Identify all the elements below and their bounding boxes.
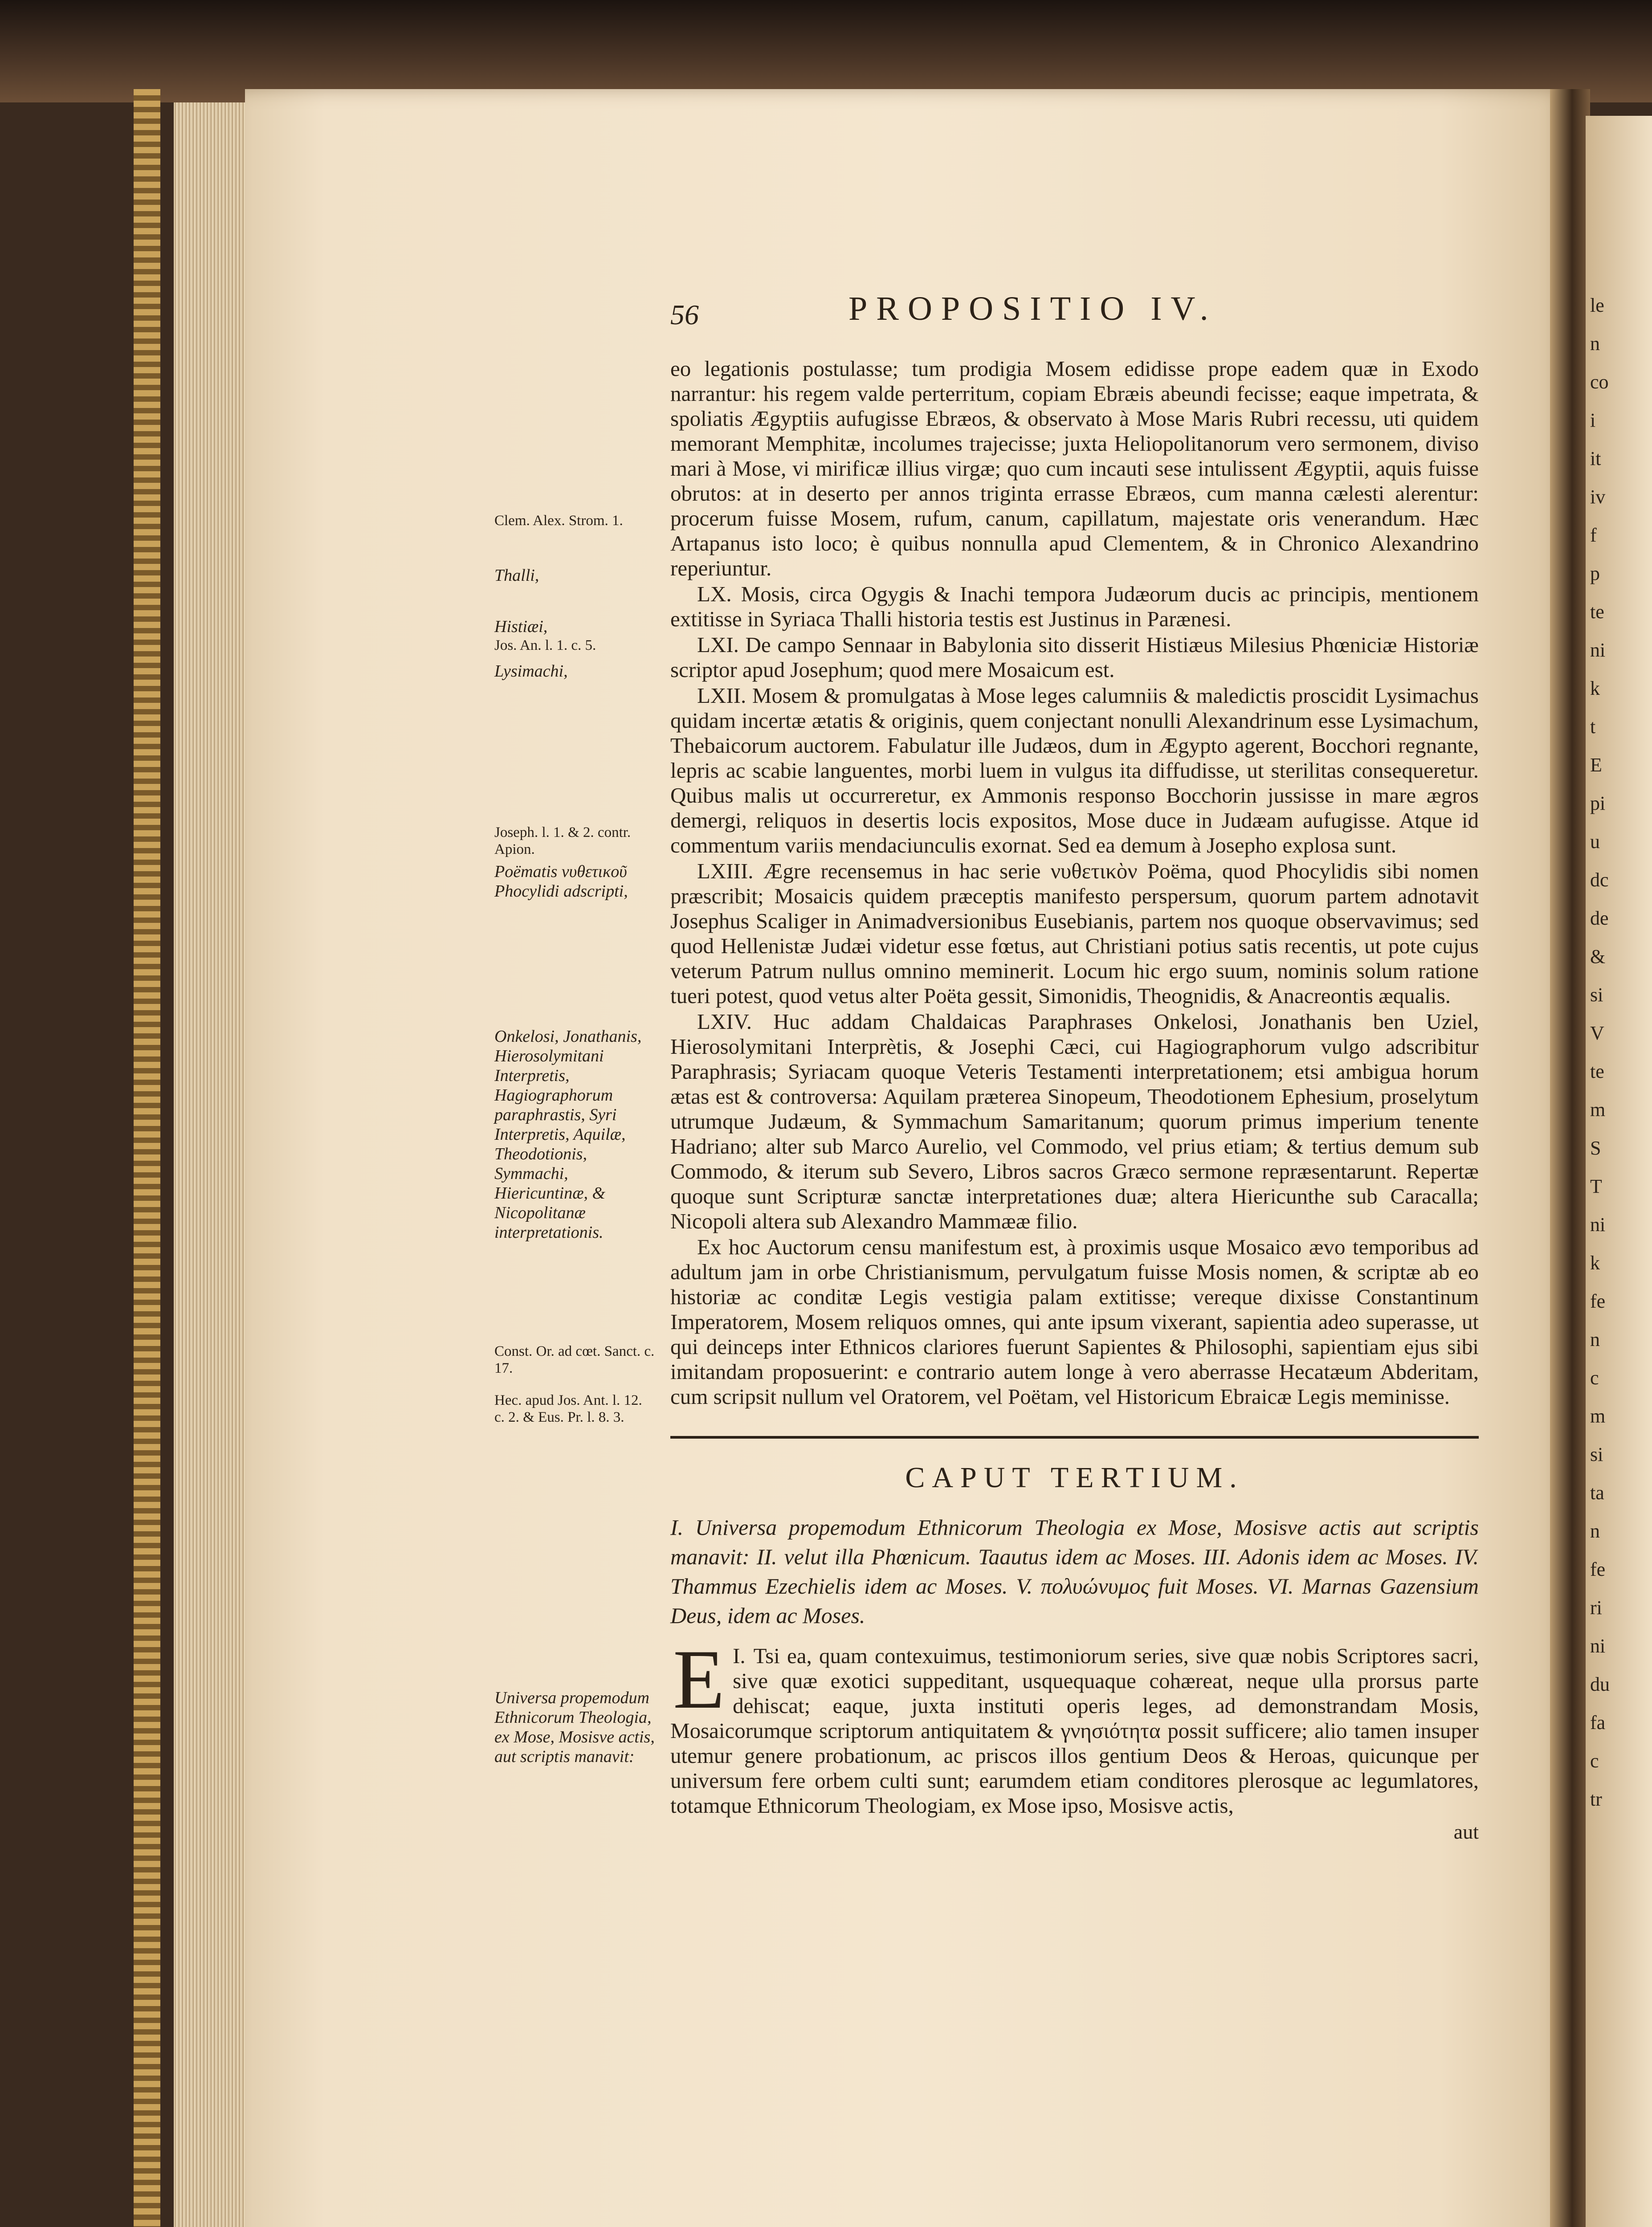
page-number: 56 xyxy=(670,299,699,330)
chapter-first-text: Tsi ea, quam contexuimus, testimoniorum series, sive quæ nobis Scriptores sacri, sive quæ exotici suppeditant, usquequaque cohæreat, neque ulla prorsus parte dehiscat; eaque, juxta instituti operis leges, ad demonstrandam Mosis, Mosaicorumque scriptorum antiquitatem & γνησιότητα possit sufficere; alio tamen insuper utemur genere probationum, ac priscos illos gentium Deos & Heroas, quicunque per universum fere orbem culti sunt; earumdem etiam conditores plerosque ac legumlatores, totamque Ethnicorum Theologiam, ex Mose ipso, Mosisve actis, xyxy=(670,1644,1479,1818)
page-header xyxy=(670,290,1479,356)
page-content xyxy=(670,290,1479,1844)
next-page-fragment: n xyxy=(1590,333,1600,355)
next-page-fragment: m xyxy=(1590,1405,1606,1427)
margin-note: Poëmatis νυθετικοῦ Phocylidi adscripti, xyxy=(494,862,628,901)
margin-note: Lysimachi, xyxy=(494,662,568,681)
drop-cap: E xyxy=(673,1633,725,1726)
next-page-fragment: u xyxy=(1590,831,1600,852)
margin-note: Clem. Alex. Strom. 1. xyxy=(494,513,623,529)
chapter-first-paragraph xyxy=(670,1633,1479,1818)
next-page-edge xyxy=(1586,116,1652,2227)
next-page-fragment: p xyxy=(1590,563,1600,584)
paragraph: LXI. De campo Sennaar in Babylonia sito disserit Histiæus Milesius Phœniciæ Historiæ scriptor apud Josephum; quod mere Mosaicum est. xyxy=(670,632,1479,682)
next-page-fragment: fa xyxy=(1590,1712,1606,1733)
gilt-edge xyxy=(134,89,160,2227)
next-page-fragment: c xyxy=(1590,1367,1599,1389)
next-page-fragment: n xyxy=(1590,1329,1600,1350)
page-edges xyxy=(174,102,245,2227)
next-page-fragment: i xyxy=(1590,409,1596,431)
next-page-fragment: m xyxy=(1590,1099,1606,1121)
next-page-fragment: c xyxy=(1590,1750,1599,1772)
next-page-fragment: E xyxy=(1590,754,1602,776)
next-page-fragment: t xyxy=(1590,716,1596,738)
paragraph: LXIII. Ægre recensemus in hac serie νυθετικὸν Poëma, quod Phocylidis sibi nomen præscribit; Mosaicis quidem præceptis manifesto perspersum, quorum partem adnotavit Josephus Scaliger in Animadversionibus Eusebianis, partem nos quoque observavimus; sed quod Hellenistæ Judæi videtur esse fœtus, aut Christiani potius satis recentis, ut pote cujus veterum Patrum nullus omnino meminerit. Locum hic ergo suum, nominis solum ratione tueri potest, quod vetus alter Poëta gessit, Simonidis, Theognidis, & Anacreontis æqualis. xyxy=(670,859,1479,1008)
next-page-fragment: ni xyxy=(1590,1214,1606,1236)
running-title: PROPOSITIO IV. xyxy=(848,290,1217,327)
margin-note: Universa propemodum Ethnicorum Theologia, ex Mose, Mosisve actis, aut scriptis manavit: xyxy=(494,1689,655,1766)
section-rule xyxy=(670,1436,1479,1439)
next-page-fragment: ni xyxy=(1590,1635,1606,1657)
chapter-body xyxy=(670,1633,1479,1844)
margin-note: Histiæi, xyxy=(494,617,548,636)
next-page-fragment: k xyxy=(1590,1252,1600,1274)
margin-note: Hec. apud Jos. Ant. l. 12. c. 2. & Eus. Pr. l. 8. 3. xyxy=(494,1392,642,1425)
next-page-fragment: le xyxy=(1590,294,1604,316)
next-page-fragment: dc xyxy=(1590,869,1609,891)
section-number: I. xyxy=(733,1644,746,1668)
next-page-fragment: si xyxy=(1590,984,1603,1006)
next-page-fragment: ri xyxy=(1590,1597,1602,1619)
margin-note: Thalli, xyxy=(494,566,539,585)
catchword: aut xyxy=(1453,1820,1479,1843)
next-page-fragment: V xyxy=(1590,1022,1604,1044)
book-gutter xyxy=(1550,89,1590,2227)
next-page-fragment: ta xyxy=(1590,1482,1604,1504)
next-page-fragment: si xyxy=(1590,1444,1603,1465)
margin-note: Jos. An. l. 1. c. 5. xyxy=(494,637,596,653)
next-page-fragment: te xyxy=(1590,601,1604,623)
next-page-fragment: & xyxy=(1590,946,1606,967)
paragraph: Ex hoc Auctorum censu manifestum est, à proximis usque Mosaico ævo temporibus ad adultum jam in orbe Christianismum, pervulgatum fuisse Mosis nomen, & scriptæ ab eo historiæ ac conditæ Legis vestigia palam extitisse; vereque dixisse Constantinum Imperatorem, Mosem reliquos omnes, qui ante ipsum vixerant, sapientia adeo superasse, ut qui deinceps inter Ethnicos clariores fuerunt Sapientes & Philosophi, sapientiam ejus sibi imitandam proposuerint: e contrario autem longe à vero aberrasse Hecatæum Abderitam, cum scripsit nullum vel Oratorem, vel Poëtam, vel Historicum Ebraicæ Legis meminisse. xyxy=(670,1235,1479,1409)
next-page-fragment: du xyxy=(1590,1673,1610,1695)
next-page-fragment: f xyxy=(1590,524,1597,546)
next-page-fragment: iv xyxy=(1590,486,1606,508)
margin-note: Const. Or. ad cœt. Sanct. c. 17. xyxy=(494,1343,655,1376)
margin-note: Onkelosi, Jonathanis, Hierosolymitani Interpretis, Hagiographorum paraphrastis, Syri Interpretis, Aquilæ, Theodotionis, Symmachi, Hiericuntinæ, & Nicopolitanæ interpretationis. xyxy=(494,1027,642,1242)
next-page-fragment: fe xyxy=(1590,1290,1606,1312)
next-page-fragment: k xyxy=(1590,677,1600,699)
next-page-fragment: de xyxy=(1590,907,1609,929)
next-page-fragment: fe xyxy=(1590,1558,1606,1580)
next-page-fragment: ni xyxy=(1590,639,1606,661)
next-page-fragment: te xyxy=(1590,1060,1604,1082)
chapter-summary: I. Universa propemodum Ethnicorum Theologia ex Mose, Mosisve actis aut scriptis manavit: II. velut illa Phœnicum. Taautus idem ac Moses. III. Adonis idem ac Moses. IV. Thammus Ezechielis idem ac Moses. V. πολυώνυμος fuit Moses. VI. Marnas Gazensium Deus, idem ac Moses. xyxy=(670,1515,1479,1628)
next-page-fragment: n xyxy=(1590,1520,1600,1542)
next-page-fragment: co xyxy=(1590,371,1609,393)
next-page-fragment: T xyxy=(1590,1175,1602,1197)
body-text xyxy=(670,356,1479,1409)
chapter-title: CAPUT TERTIUM. xyxy=(905,1461,1244,1494)
paragraph: eo legationis postulasse; tum prodigia Mosem edidisse prope eadem quæ in Exodo narrantur: his regem valde perterritum, copiam Ebræis abeundi fecisse; eaque impetrata, & spoliatis Ægyptiis aufugisse Ebræos, & observato à Mose Maris Rubri recessu, uti quidem memorant Memphitæ, incolumes trajecisse; juxta Heliopolitanorum vero sermonem, diviso mari à Mose, vi mirificæ illius virgæ; quo cum incauti sese intulissent Ægyptii, aquis fuisse obrutos: at in deserto per annos triginta errasse Ebræos, cum manna cælesti alerentur: procerum fuisse Mosem, rufum, canum, capillatum, majestate oris venerandum. Hæc Artapanus isto loco; è quibus nonnulla apud Clementem, & in Chronico Alexandrino reperiuntur. xyxy=(670,356,1479,580)
paragraph: LX. Mosis, circa Ogygis & Inachi tempora Judæorum ducis ac principis, mentionem extitisse in Syriaca Thalli historia testis est Justinus in Parænesi. xyxy=(670,582,1479,631)
next-page-fragment: it xyxy=(1590,448,1601,469)
book-cover-top xyxy=(0,0,1652,102)
next-page-fragment: tr xyxy=(1590,1788,1602,1810)
paragraph: LXII. Mosem & promulgatas à Mose leges calumniis & maledictis proscidit Lysimachus quidam incertæ ætatis & originis, quem conjectant nonulli Alexandrinum esse Lysimachum, Thebaicorum auctorem. Fabulatur ille Judæos, dum in Ægypto agerent, Bocchori regnante, lepris ac scabie languentes, morbi luem in vulgus ita diffudisse, ut sterilitas consequeretur. Quibus malis ut occurreretur, ex Ammonis responso Bocchorin jussisse in mare ægros demergi, reliquos in desertis locis expositos, Mose duce in Judæam aufugisse. Atque id commentum variis mendaciunculis exornat. Sed ea demum à Josepho explosa sunt. xyxy=(670,683,1479,857)
next-page-fragment: S xyxy=(1590,1137,1601,1159)
next-page-fragment: pi xyxy=(1590,792,1606,814)
paragraph: LXIV. Huc addam Chaldaicas Paraphrases Onkelosi, Jonathanis ben Uziel, Hierosolymitani Interprètis, & Josephi Cæci, cui Hagiographorum vulgo adscribitur Paraphrasis; Syriacam quoque Veteris Testamenti interpretationem; etsi ambigua horum ætas est & controversa: Aquilam præterea Sinopeum, Theodotionem Ephesium, proselytum utrumque Judæum, & Symmachum Samaritanum; quorum primus imperium tenente Hadriano; alter sub Marco Aurelio, vel Commodo, vel prius etiam; & tertius demum sub Commodo, & iterum sub Severo, Libros sacros Græco sermone repræsentarunt. Repertæ quoque sunt Scripturæ sanctæ interpretationes duæ; altera Hiericunthe sub Caracalla; Nicopoli altera sub Alexandro Mammææ filio. xyxy=(670,1009,1479,1233)
margin-note: Joseph. l. 1. & 2. contr. Apion. xyxy=(494,824,631,857)
